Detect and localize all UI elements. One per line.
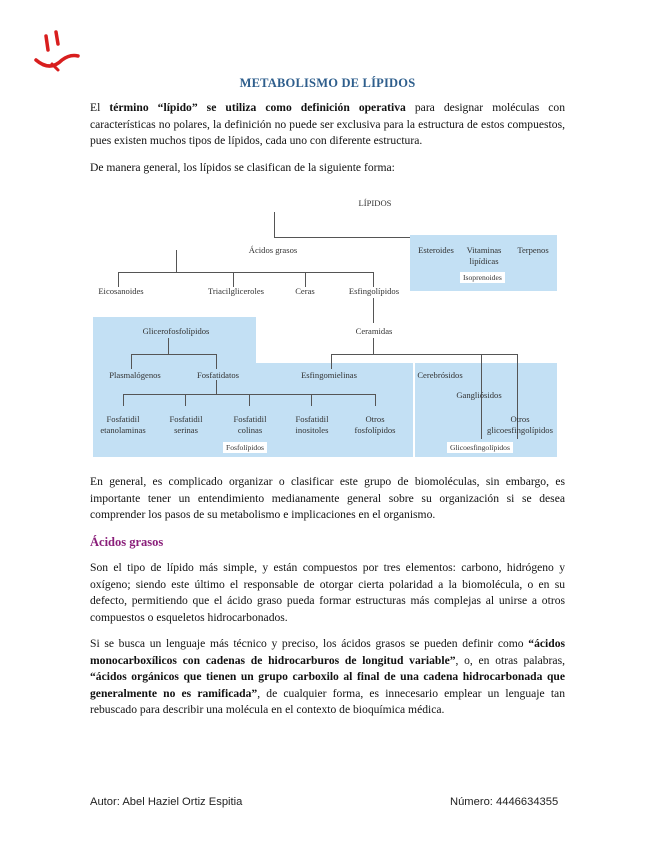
label-fosfolipidos: Fosfolípidos: [223, 442, 267, 453]
node-fos-inositoles: Fosfatidil inositoles: [295, 414, 329, 435]
node-ceramidas: Ceramidas: [355, 326, 393, 336]
node-fosfatidatos: Fosfatidatos: [196, 370, 239, 380]
node-triacilgliceroles: Triacilgliceroles: [207, 286, 264, 296]
node-otros-fosfolipidos: Otros fosfolípidos: [354, 414, 396, 435]
node-cerebrosidos: Cerebrósidos: [417, 370, 463, 380]
node-terpenos: Terpenos: [517, 245, 549, 255]
node-esfingomielinas: Esfingomielinas: [301, 370, 357, 380]
section-title: Ácidos grasos: [90, 535, 164, 549]
node-fos-serinas: Fosfatidil serinas: [169, 414, 203, 435]
node-esfingolipidos: Esfingolípidos: [348, 286, 400, 296]
after-diagram-paragraph: En general, es complicado organizar o clasificar este grupo de biomoléculas, sin embargo, es importante tener un entendimiento medianamente general sobre su organización si se desea comprender los pasos de su metabolismo e implicaciones en el organismo.: [90, 475, 565, 521]
node-ceras: Ceras: [295, 286, 315, 296]
label-glicoesfingolipidos: Glicoesfingolípidos: [447, 442, 513, 453]
node-esteroides: Esteroides: [418, 245, 454, 255]
node-acidos-grasos: Ácidos grasos: [248, 245, 298, 255]
page-title: METABOLISMO DE LÍPIDOS: [239, 76, 416, 90]
glicerofosfolipidos-box: [93, 317, 256, 457]
lipid-classification-diagram: [93, 190, 557, 460]
node-fos-colinas: Fosfatidil colinas: [233, 414, 267, 435]
node-glicerofosfolipidos: Glicerofosfolípidos: [142, 326, 210, 336]
intro-paragraph: El término “lípido” se utiliza como definición operativa para designar moléculas con características no polares, la definición no puede ser exclusiva para la estructura de estos compuestos, pues existen muchos tipos de lípidos, cada uno con diferente estructura.: [90, 101, 565, 147]
footer-author: Autor: Abel Haziel Ortiz Espitia: [90, 796, 243, 808]
node-lipidos: LÍPIDOS: [358, 198, 392, 208]
intro-paragraph-2: De manera general, los lípidos se clasifican de la siguiente forma:: [90, 161, 395, 174]
section-paragraph-1: Son el tipo de lípido más simple, y están compuestos por tres elementos: carbono, hidrógeno y oxígeno; siendo este último el responsable de otorgar cierta polaridad a la biomolécula, o en su defecto, permitiendo que el ácido graso pueda formar estructuras más complejas al unirse a otros compuestos o esqueletos hidrocarbonados.: [90, 561, 565, 624]
node-otros-glicoesfingolipidos: Otros glicoesfingolípidos: [487, 414, 553, 435]
section-paragraph-2: Si se busca un lenguaje más técnico y preciso, los ácidos grasos se pueden definir como “ácidos monocarboxílicos con cadenas de hidrocarburos de longitud variable”, o, en otras palabras, “ácidos orgánicos que tienen un grupo carboxilo al final de una cadena hidrocarbonada que generalmente no es ramificada”, de cualquier forma, es innecesario emplear un lenguaje tan rebuscado para describir una molécula en el contexto de bioquímica médica.: [90, 637, 565, 716]
node-fos-etanolaminas: Fosfatidil etanolaminas: [100, 414, 146, 435]
node-plasmalogenos: Plasmalógenos: [109, 370, 161, 380]
logo-icon: [28, 28, 88, 78]
node-vitaminas: Vitaminas lipídicas: [466, 245, 502, 266]
label-isoprenoides: Isoprenoides: [460, 272, 505, 283]
node-gangliosidos: Gangliósidos: [456, 390, 502, 400]
footer-number: Número: 4446634355: [450, 796, 559, 808]
node-eicosanoides: Eicosanoides: [98, 286, 144, 296]
